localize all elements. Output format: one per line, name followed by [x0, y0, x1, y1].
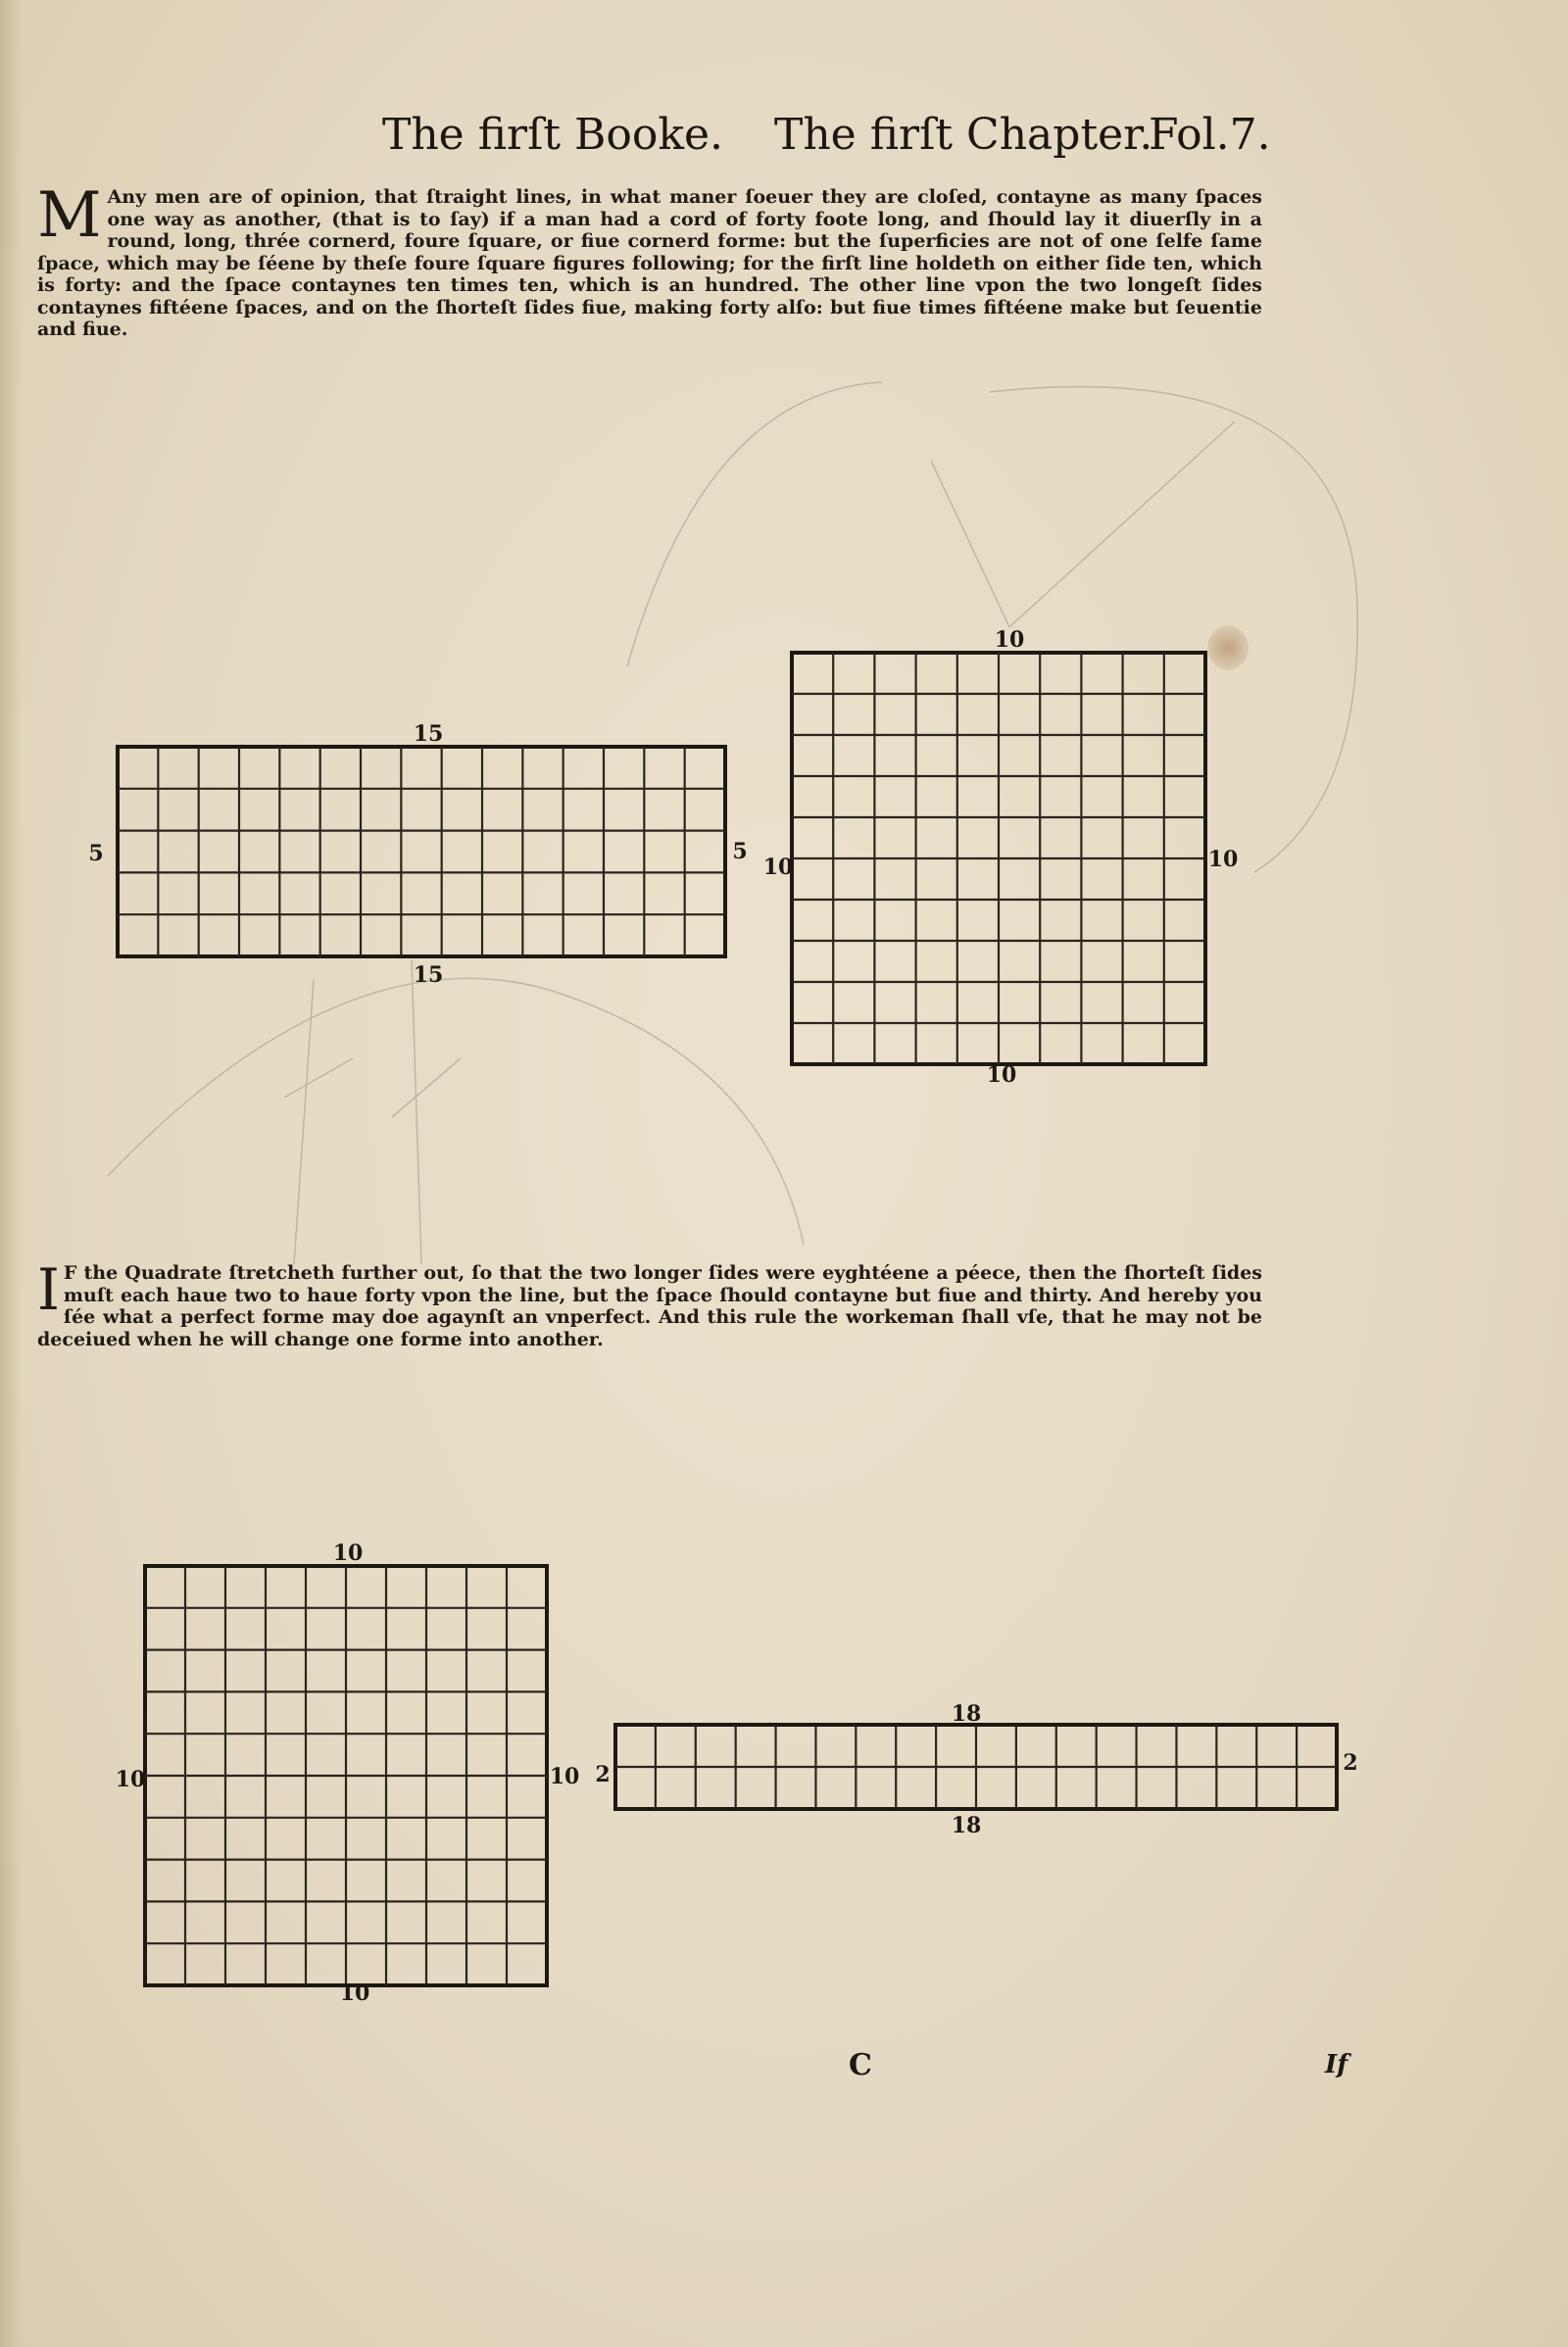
rect-15x5-bottom-label: 15 [413, 962, 444, 988]
header-book-title: The firſt Booke. [382, 110, 724, 160]
square-upper-left-label: 10 [762, 855, 794, 880]
rect-18x2-top-label: 18 [951, 1701, 982, 1727]
square-lower-bottom-label: 10 [339, 1980, 370, 2006]
grid-rect-15x5 [118, 747, 725, 956]
paragraph-text: F the Quadrate ſtretcheth further out, ſo that the two longer ſides were eyghtéene a péece, then the ſhorteſt ſides muſt each haue two to haue forty vpon the line, but the ſpace ſhould contayne but fiue and thirty. And hereby you ſée what a perfect forme may doe agaynſt an vnperfect. And this rule the workeman ſhall vſe, that he may not be deceiued when he will change one forme into another. [37, 1262, 1262, 1350]
header-chapter-title: The firſt Chapter. [774, 110, 1153, 160]
square-upper-right-label: 10 [1207, 847, 1239, 872]
rect-15x5-top-label: 15 [413, 721, 444, 747]
drop-cap-initial: I [37, 1256, 60, 1323]
grid-square-upper [792, 653, 1205, 1064]
drop-cap-initial: M [37, 179, 102, 252]
rect-18x2-right-label: 2 [1343, 1750, 1358, 1776]
signature-mark: C [849, 2048, 872, 2082]
square-lower-right-label: 10 [549, 1764, 580, 1789]
grid-square-lower [145, 1566, 547, 1985]
catchword: If [1325, 2050, 1348, 2079]
paragraph-text: Any men are of opinion, that ſtraight lines, in what maner ſoeuer they are cloſed, contayne as many ſpaces one way as another, (that is to ſay) if a man had a cord of forty foote long, and ſhould lay it diuerſly in a round, long, thrée cornerd, foure ſquare, or fiue cornerd forme: but the ſuperficies are not of one ſelfe ſame ſpace, which may be ſéene by theſe foure ſquare figures following; for the firſt line holdeth on either ſide ten, which is forty: and the ſpace contaynes ten times ten, which is an hundred. The other line vpon the two longeſt ſides contaynes fiftéene ſpaces, and on the ſhorteſt ſides fiue, making forty alſo: but fiue times fiftéene make but ſeuentie and fiue. [37, 186, 1262, 340]
rect-18x2-left-label: 2 [595, 1762, 611, 1787]
rect-15x5-left-label: 5 [88, 841, 104, 866]
grid-frame [118, 747, 725, 956]
construction-arcs [108, 382, 1357, 1264]
grid-rect-18x2 [615, 1725, 1337, 1809]
rect-18x2-bottom-label: 18 [951, 1813, 982, 1838]
square-lower-left-label: 10 [115, 1767, 146, 1792]
grid-figures [115, 653, 1337, 1985]
square-upper-top-label: 10 [994, 627, 1025, 653]
rect-15x5-right-label: 5 [732, 839, 748, 864]
square-lower-top-label: 10 [332, 1540, 364, 1566]
header-folio-number: Fol.7. [1149, 110, 1271, 160]
square-upper-bottom-label: 10 [986, 1062, 1017, 1088]
